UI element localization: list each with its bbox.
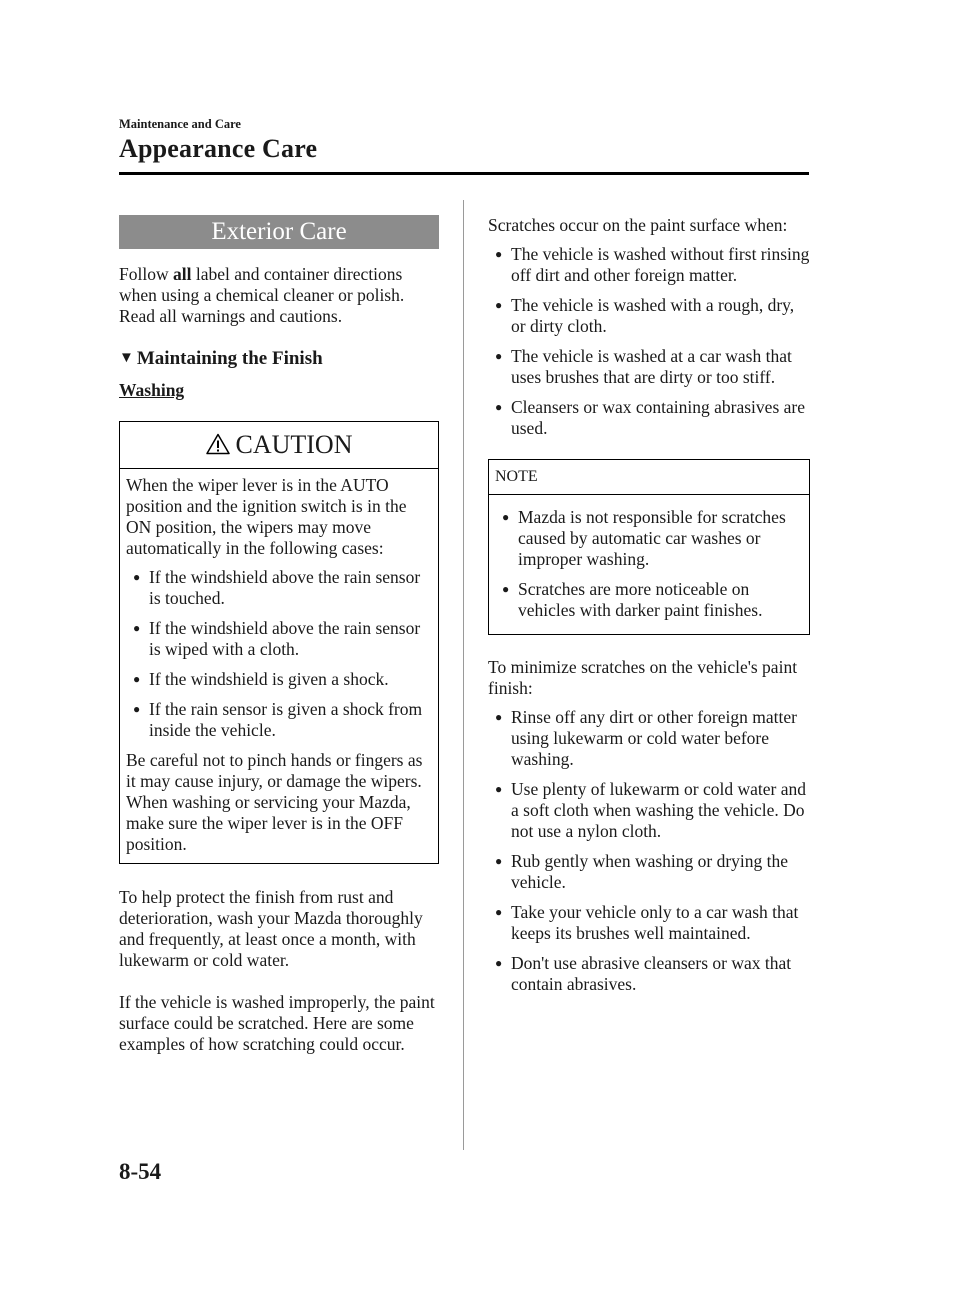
list-item: ● The vehicle is washed at a car wash that uses brushes that are dirty or too stiff.: [495, 346, 792, 387]
bullet-icon: ●: [495, 782, 503, 796]
list-item: ● If the rain sensor is given a shock from inside the vehicle.: [133, 699, 423, 740]
exterior-care-banner: Exterior Care: [119, 215, 439, 249]
scratch-causes-list: [488, 244, 810, 439]
bullet-icon: ●: [133, 672, 141, 686]
note-box: [488, 459, 810, 635]
bullet-icon: ●: [495, 247, 503, 261]
list-item: ● Rub gently when washing or drying the vehicle.: [495, 851, 789, 892]
list-item: ● If the windshield is given a shock.: [133, 669, 389, 689]
bullet-icon: ●: [495, 854, 503, 868]
list-item: ● The vehicle is washed without first rinsing off dirt and other foreign matter.: [495, 244, 810, 285]
triangle-down-icon: ▼: [119, 350, 134, 366]
bullet-icon: ●: [502, 582, 510, 596]
bullet-icon: ●: [495, 400, 503, 414]
list-item: ● Cleansers or wax containing abrasives are used.: [495, 397, 805, 438]
scratch-intro: Scratches occur on the paint surface when:: [488, 215, 788, 235]
list-item: ● Don't use abrasive cleansers or wax that contain abrasives.: [495, 953, 792, 994]
note-header: NOTE: [489, 460, 809, 495]
column-divider: [463, 200, 464, 1150]
list-item: ● If the windshield above the rain sensor is wiped with a cloth.: [133, 618, 421, 659]
improper-wash-paragraph: If the vehicle is washed improperly, the paint surface could be scratched. Here are some examples of how scratching could occur.: [119, 992, 435, 1054]
bullet-icon: ●: [133, 702, 141, 716]
caution-title: CAUTION: [235, 430, 353, 459]
bullet-icon: ●: [495, 298, 503, 312]
list-item: ● Use plenty of lukewarm or cold water and a soft cloth when washing the vehicle. Do not use a nylon cloth.: [495, 779, 806, 841]
caution-header: [120, 422, 438, 469]
bullet-icon: ●: [133, 621, 141, 635]
list-item: ● Mazda is not responsible for scratches caused by automatic car washes or improper washing.: [502, 507, 786, 569]
list-item: ● Take your vehicle only to a car wash that keeps its brushes well maintained.: [495, 902, 799, 943]
section-label: Maintenance and Care: [119, 117, 241, 131]
page-number: 8-54: [119, 1159, 162, 1184]
subheading-text: Maintaining the Finish: [136, 348, 323, 369]
intro-emphasis: all: [172, 264, 192, 284]
note-body: [489, 495, 809, 634]
list-item: ● Scratches are more noticeable on vehicles with darker paint finishes.: [502, 579, 763, 620]
intro-paragraph: [119, 264, 439, 327]
washing-label: Washing: [119, 380, 185, 400]
bullet-icon: ●: [495, 905, 503, 919]
right-column: [488, 215, 810, 1004]
caution-body: [120, 469, 438, 863]
intro-lead: Follow: [119, 264, 173, 284]
caution-intro: When the wiper lever is in the AUTO position and the ignition switch is in the ON position, the wipers may move automatically in the following cases:: [126, 475, 407, 558]
caution-outro: Be careful not to pinch hands or fingers as it may cause injury, or damage the wipers. When washing or servicing your Mazda, make sure the wiper lever is in the OFF position.: [126, 750, 423, 854]
caution-list: [126, 567, 432, 741]
bullet-icon: ●: [502, 510, 510, 524]
warning-triangle-icon: [206, 432, 230, 462]
page-title: Appearance Care: [119, 134, 318, 163]
bullet-icon: ●: [495, 956, 503, 970]
list-item: ● If the windshield above the rain sensor is touched.: [133, 567, 421, 608]
bullet-icon: ●: [495, 710, 503, 724]
minimize-intro: To minimize scratches on the vehicle's paint finish:: [488, 657, 798, 698]
minimize-tips-list: [488, 707, 810, 995]
bullet-icon: ●: [495, 349, 503, 363]
left-column: [119, 215, 439, 1076]
bullet-icon: ●: [133, 570, 141, 584]
rust-paragraph: To help protect the finish from rust and deterioration, wash your Mazda thoroughly and frequently, at least once a month, with lukewarm or cold water.: [119, 887, 423, 970]
intro-rest: label and container directions when using a chemical cleaner or polish. Read all warnings and cautions.: [119, 264, 405, 326]
list-item: ● The vehicle is washed with a rough, dry, or dirty cloth.: [495, 295, 795, 336]
title-rule: [119, 172, 809, 175]
list-item: ● Rinse off any dirt or other foreign matter using lukewarm or cold water before washing.: [495, 707, 797, 769]
maintaining-finish-heading: [119, 348, 439, 369]
caution-box: [119, 421, 439, 864]
note-list: [495, 507, 803, 621]
